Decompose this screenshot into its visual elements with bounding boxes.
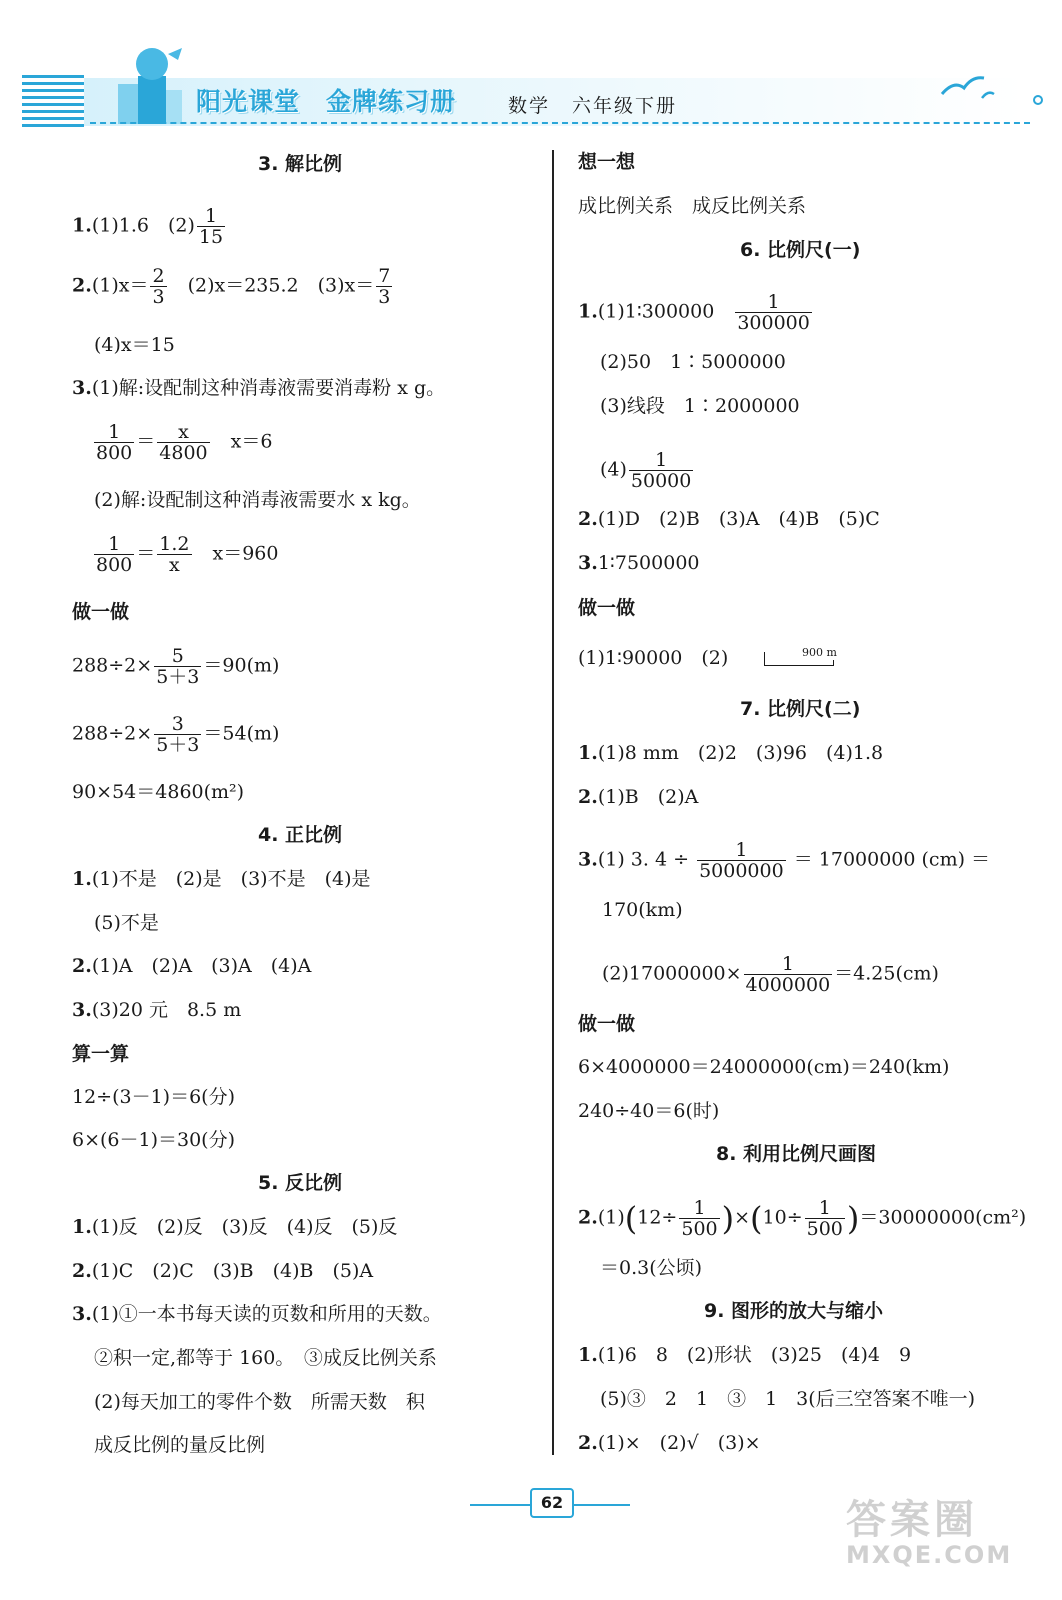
answer-line — [578, 741, 883, 765]
denominator: 5＋3 — [156, 734, 200, 756]
section-title: 6. 比例尺(一) — [740, 239, 861, 261]
series-name: 阳光课堂 — [196, 87, 301, 116]
answer-text: 240÷40＝6(时) — [578, 1100, 720, 1122]
header-stripes — [22, 75, 84, 129]
numerator: 5 — [154, 646, 201, 667]
question-number: 1. — [578, 1344, 598, 1366]
answer-text: ＝4.25(cm) — [834, 962, 939, 985]
answer-text: (1)8 mm (2)2 (3)96 (4)1.8 — [597, 742, 884, 764]
watermark — [846, 1488, 1012, 1569]
numerator: 7 — [378, 265, 391, 287]
denominator: 500 — [681, 1218, 718, 1240]
answer-line — [72, 206, 227, 247]
answer-text: (1)6 8 (2)形状 (3)25 (4)4 9 — [597, 1344, 912, 1366]
question-number: 3. — [72, 377, 92, 399]
question-number: 2. — [578, 508, 598, 530]
answer-text: x＝960 — [193, 542, 279, 565]
answer-text: ＝90(m) — [203, 654, 280, 677]
answer-text: (1)1∶300000 — [597, 300, 734, 323]
watermark-title: 答案圈 — [846, 1497, 978, 1543]
answer-text: (2)解:设配制这种消毒液需要水 x kg。 — [94, 489, 421, 511]
section-subtitle: 做一做 — [578, 597, 636, 619]
answer-text: (1)D (2)B (3)A (4)B (5)C — [597, 508, 880, 530]
denominator: 3 — [152, 286, 165, 308]
answer-line — [72, 1259, 373, 1283]
answer-text: (4)x＝15 — [94, 334, 175, 356]
answer-text: ＝0.3(公顷) — [600, 1257, 703, 1279]
page-footer — [470, 1484, 630, 1518]
fraction — [679, 1198, 719, 1239]
denominator: 500 — [806, 1218, 843, 1240]
fraction — [805, 1198, 845, 1239]
answer-text: (3)线段 1∶2000000 — [600, 395, 800, 417]
question-number: 2. — [72, 1260, 92, 1282]
denominator: 50000 — [630, 470, 692, 492]
fraction — [376, 266, 392, 307]
multiply-sign: × — [734, 1206, 751, 1229]
left-paren: ( — [624, 1199, 638, 1238]
fraction — [197, 206, 225, 247]
section-title: 8. 利用比例尺画图 — [716, 1143, 877, 1165]
question-number: 3. — [72, 999, 92, 1021]
equals-sign: ＝ — [136, 542, 156, 565]
birds-icon — [938, 72, 1048, 112]
section-title: 3. 解比例 — [258, 153, 343, 175]
section-subtitle: 想一想 — [578, 151, 636, 173]
equation-line — [72, 646, 279, 687]
answer-text: 1∶7500000 — [597, 552, 700, 574]
fraction — [744, 954, 833, 995]
answer-text: (1)1.6 (2) — [91, 214, 195, 237]
fraction — [157, 534, 191, 575]
answer-text: (1)解:设配制这种消毒液需要消毒粉 x g。 — [91, 377, 446, 399]
section-title: 4. 正比例 — [258, 824, 343, 846]
answer-line — [72, 867, 371, 891]
question-number: 2. — [578, 786, 598, 808]
grade: 六年级下册 — [572, 95, 678, 117]
right-paren: ) — [721, 1199, 735, 1238]
answer-line — [578, 507, 880, 531]
answer-text: ＝30000000(cm²) — [859, 1206, 1027, 1229]
question-number: 3. — [72, 1303, 92, 1325]
question-number: 3. — [578, 848, 598, 871]
question-number: 2. — [72, 274, 92, 297]
fraction — [157, 422, 209, 463]
numerator: 1 — [197, 206, 225, 227]
answer-text: (1)A (2)A (3)A (4)A — [91, 955, 312, 977]
answer-text: (2)x＝235.2 (3)x＝ — [168, 274, 375, 297]
answer-line — [602, 954, 939, 995]
fraction — [94, 422, 134, 463]
header-title — [196, 82, 456, 118]
denominator: 5000000 — [699, 860, 784, 882]
answer-line — [72, 998, 241, 1022]
scale-bar — [764, 648, 844, 668]
product-name: 金牌练习册 — [326, 87, 457, 116]
question-number: 1. — [578, 300, 598, 323]
denominator: 300000 — [737, 312, 810, 334]
answer-line — [578, 1431, 761, 1455]
answer-text: (5)③ 2 1 ③ 1 3(后三空答案不唯一) — [600, 1388, 976, 1410]
answer-text: (1)不是 (2)是 (3)不是 (4)是 — [91, 868, 371, 890]
header-subtitle — [508, 91, 677, 118]
answer-text: ②积一定,都等于 160。 ③成反比例关系 — [94, 1347, 437, 1369]
equation-line — [92, 422, 272, 463]
answer-text: (1)C (2)C (3)B (4)B (5)A — [91, 1260, 374, 1282]
denominator: 4800 — [159, 442, 208, 464]
answer-line — [72, 954, 311, 978]
page-number: 62 — [530, 1488, 574, 1518]
answer-text: (2)50 1∶5000000 — [600, 351, 786, 373]
numerator: 1 — [735, 292, 812, 313]
answer-text: (4) — [600, 458, 627, 481]
question-number: 1. — [72, 1216, 92, 1238]
answer-line — [72, 376, 445, 400]
answer-text: 6×(6－1)＝30(分) — [72, 1129, 236, 1151]
question-number: 3. — [578, 552, 598, 574]
answer-text: (1)x＝ — [91, 274, 149, 297]
answer-text: (3)20 元 8.5 m — [91, 999, 242, 1021]
answer-text: 成反比例的量反比例 — [94, 1434, 266, 1456]
answer-text: 170(km) — [602, 899, 683, 921]
equation-line — [72, 714, 279, 755]
answer-text: 6×4000000＝24000000(cm)＝240(km) — [578, 1056, 950, 1078]
answer-line — [578, 646, 728, 670]
lighthouse-logo-icon — [108, 40, 186, 126]
numerator: 1 — [679, 1198, 719, 1219]
denominator: x — [169, 554, 180, 576]
header-dashed-line — [90, 122, 1030, 124]
answer-text: x＝6 — [211, 430, 273, 453]
fraction — [154, 646, 201, 687]
right-paren: ) — [846, 1199, 860, 1238]
numerator: 1 — [697, 840, 786, 861]
answer-text: (1) 3. 4 ÷ — [597, 848, 696, 871]
answer-text: 288÷2× — [72, 722, 153, 745]
answer-text: (5)不是 — [94, 912, 159, 934]
fraction — [735, 292, 812, 333]
answer-line — [600, 450, 695, 491]
numerator: 1 — [94, 422, 134, 443]
equals-sign: ＝ — [136, 430, 156, 453]
scale-label: 900 m — [802, 646, 837, 659]
section-subtitle: 做一做 — [578, 1013, 636, 1035]
subject: 数学 — [508, 95, 551, 117]
answer-text: (1)反 (2)反 (3)反 (4)反 (5)反 — [91, 1216, 398, 1238]
section-title: 9. 图形的放大与缩小 — [704, 1300, 884, 1322]
answer-text: (1)①一本书每天读的页数和所用的天数。 — [91, 1303, 442, 1325]
column-divider — [552, 150, 554, 1455]
answer-line — [578, 1198, 1026, 1239]
answer-text: (1)B (2)A — [597, 786, 699, 808]
answer-text: (1)1∶90000 (2) — [578, 647, 729, 669]
denominator: 800 — [96, 554, 133, 576]
answer-text: 成比例关系 成反比例关系 — [578, 195, 807, 217]
numerator: 1 — [805, 1198, 845, 1219]
fraction — [94, 534, 134, 575]
question-number: 2. — [72, 955, 92, 977]
answer-text: (2)17000000× — [602, 962, 742, 985]
left-paren: ( — [750, 1199, 763, 1238]
answer-text: (1) — [597, 1206, 625, 1229]
denominator: 5＋3 — [156, 666, 200, 688]
answer-line — [578, 292, 814, 333]
question-number: 1. — [72, 214, 92, 237]
answer-line — [72, 1215, 397, 1239]
page-header — [0, 0, 1062, 140]
answer-line — [578, 785, 698, 809]
fraction — [154, 714, 201, 755]
answer-text: (2)每天加工的零件个数 所需天数 积 — [94, 1391, 425, 1413]
answer-text: 12÷(3－1)＝6(分) — [72, 1086, 236, 1108]
equation-line — [92, 534, 278, 575]
watermark-url: MXQE.COM — [846, 1541, 1013, 1569]
fraction — [697, 840, 786, 881]
answer-text: 10÷ — [762, 1206, 803, 1229]
section-subtitle: 做一做 — [72, 601, 130, 623]
denominator: 4000000 — [745, 974, 831, 996]
answer-text: ＝ 17000000 (cm) ＝ — [787, 848, 991, 871]
question-number: 2. — [578, 1432, 598, 1454]
section-subtitle: 算一算 — [72, 1043, 130, 1065]
question-number: 2. — [578, 1206, 598, 1229]
numerator: 1 — [744, 954, 833, 975]
numerator: 3 — [154, 714, 201, 735]
denominator: 800 — [96, 442, 133, 464]
question-number: 1. — [578, 742, 598, 764]
fraction — [150, 266, 166, 307]
denominator: 15 — [198, 226, 224, 248]
answer-text: (1)× (2)√ (3)× — [597, 1432, 761, 1454]
numerator: 1.2 — [159, 533, 190, 555]
numerator: 1 — [629, 450, 693, 471]
numerator: 2 — [152, 265, 165, 287]
answer-text: 288÷2× — [72, 654, 153, 677]
denominator: 3 — [378, 286, 391, 308]
answer-text: ＝54(m) — [203, 722, 280, 745]
section-title: 7. 比例尺(二) — [740, 698, 861, 720]
answer-text: 90×54＝4860(m²) — [72, 781, 245, 803]
answer-line — [72, 1302, 442, 1326]
answer-line — [578, 551, 700, 575]
answer-line — [72, 266, 394, 307]
question-number: 1. — [72, 868, 92, 890]
answer-line — [578, 840, 990, 881]
answer-line — [578, 1343, 911, 1367]
numerator: x — [157, 422, 209, 443]
section-title: 5. 反比例 — [258, 1172, 343, 1194]
fraction — [629, 450, 693, 491]
answer-text: 12÷ — [637, 1206, 678, 1229]
numerator: 1 — [94, 534, 134, 555]
